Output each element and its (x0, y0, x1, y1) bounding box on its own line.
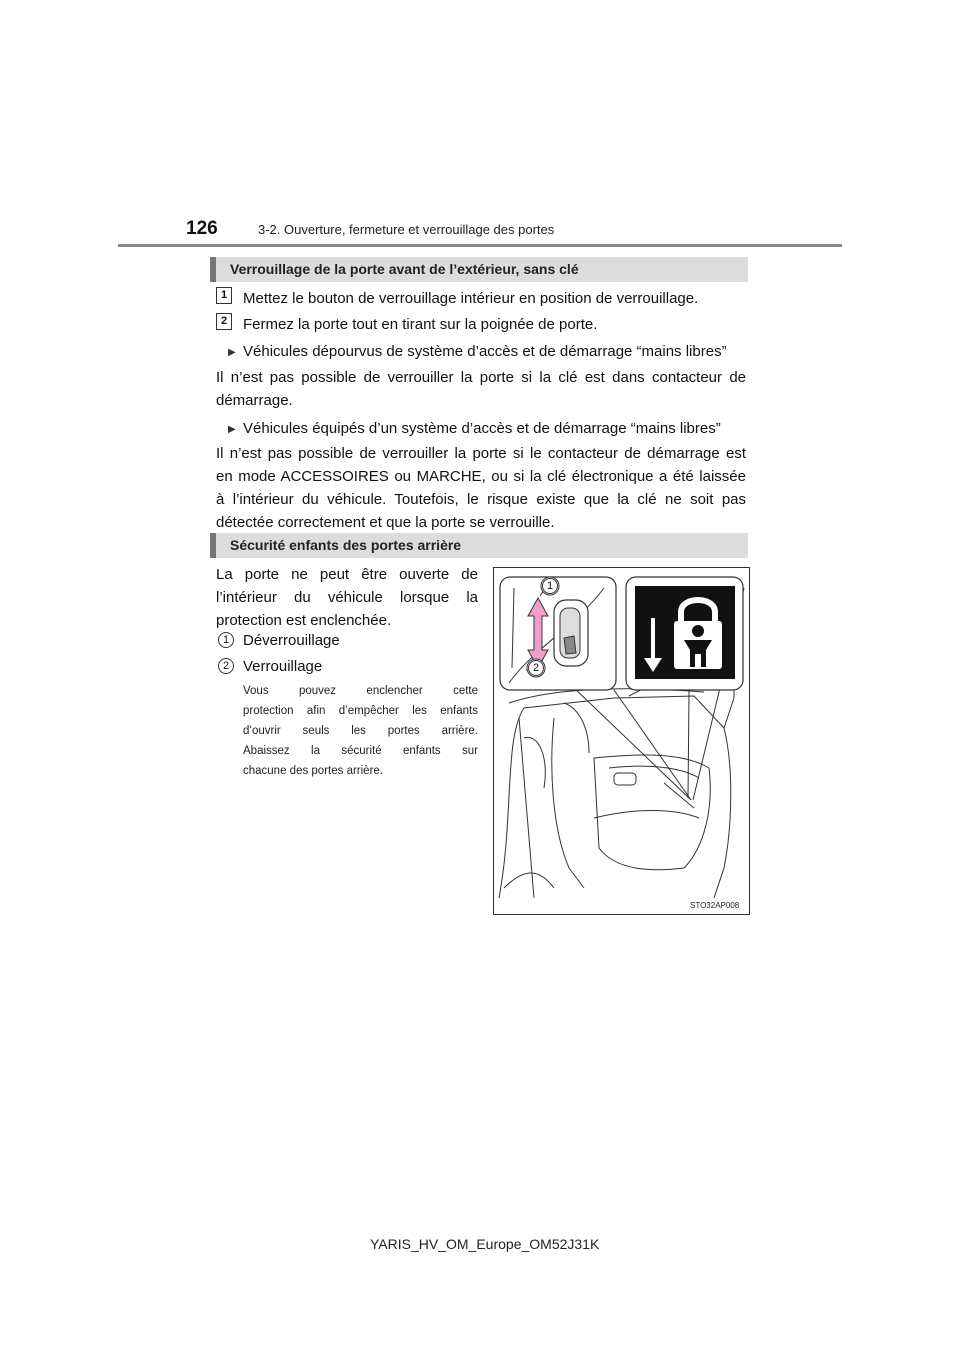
section-title: 3-2. Ouverture, fermeture et verrouillage des portes (258, 222, 555, 237)
step-1-text: Mettez le bouton de verrouillage intérieur en position de verrouillage. (243, 290, 699, 307)
item-2-badge: 2 (218, 658, 234, 674)
step-1-badge: 1 (216, 287, 232, 304)
intro-line-2: l’intérieur du véhicule lorsque la (216, 589, 478, 606)
header-rule (118, 244, 842, 247)
item-1-label: Déverrouillage (243, 632, 340, 649)
subhead-1: Véhicules dépourvus de système d’accès et de démarrage “mains libres” (243, 343, 727, 360)
child-lock-figure (493, 567, 750, 915)
note-line-2: protection afin d’empêcher les enfants (243, 705, 478, 717)
footer-doc-id: YARIS_HV_OM_Europe_OM52J31K (370, 1236, 600, 1252)
figure-code: STO32AP008 (690, 901, 740, 910)
para-2-line-1: Il n’est pas possible de verrouiller la porte si le contacteur de démarrage est (216, 445, 746, 462)
section1-heading (210, 257, 748, 282)
step-2-badge: 2 (216, 313, 232, 330)
triangle-right-icon: ▶ (228, 424, 236, 435)
note-line-4: Abaissez la sécurité enfants sur (243, 745, 478, 757)
subhead-2: Véhicules équipés d’un système d’accès et de démarrage “mains libres” (243, 420, 721, 437)
callout-1: 1 (542, 578, 558, 594)
section2-heading (210, 533, 748, 558)
figure-illustration (494, 568, 751, 916)
callout-2: 2 (528, 660, 544, 676)
note-line-1: Vous pouvez enclencher cette (243, 685, 478, 697)
section2-heading-text: Sécurité enfants des portes arrière (230, 537, 462, 553)
item-2-label: Verrouillage (243, 658, 323, 675)
triangle-right-icon: ▶ (228, 347, 236, 358)
para-1-line-2: démarrage. (216, 392, 293, 409)
door-drawing (499, 678, 734, 898)
note-line-3: d’ouvrir seuls les portes arrière. (243, 725, 478, 737)
page-number: 126 (186, 218, 218, 239)
intro-line-1: La porte ne peut être ouverte de (216, 566, 478, 583)
latch-inset (500, 577, 616, 690)
item-1-badge: 1 (218, 632, 234, 648)
intro-line-3: protection est enclenchée. (216, 612, 392, 629)
section1-heading-text: Verrouillage de la porte avant de l’extérieur, sans clé (230, 261, 579, 277)
step-2-text: Fermez la porte tout en tirant sur la poignée de porte. (243, 316, 598, 333)
para-1-line-1: Il n’est pas possible de verrouiller la porte si la clé est dans contacteur de (216, 369, 746, 386)
para-2-line-3: à l’intérieur du véhicule. Toutefois, le risque existe que la clé ne soit pas (216, 491, 746, 508)
child-lock-icon (626, 577, 743, 690)
para-2-line-4: détectée correctement et que la porte se verrouille. (216, 514, 555, 531)
para-2-line-2: en mode ACCESSOIRES ou MARCHE, ou si la clé électronique a été laissée (216, 468, 746, 485)
note-line-5: chacune des portes arrière. (243, 765, 383, 777)
